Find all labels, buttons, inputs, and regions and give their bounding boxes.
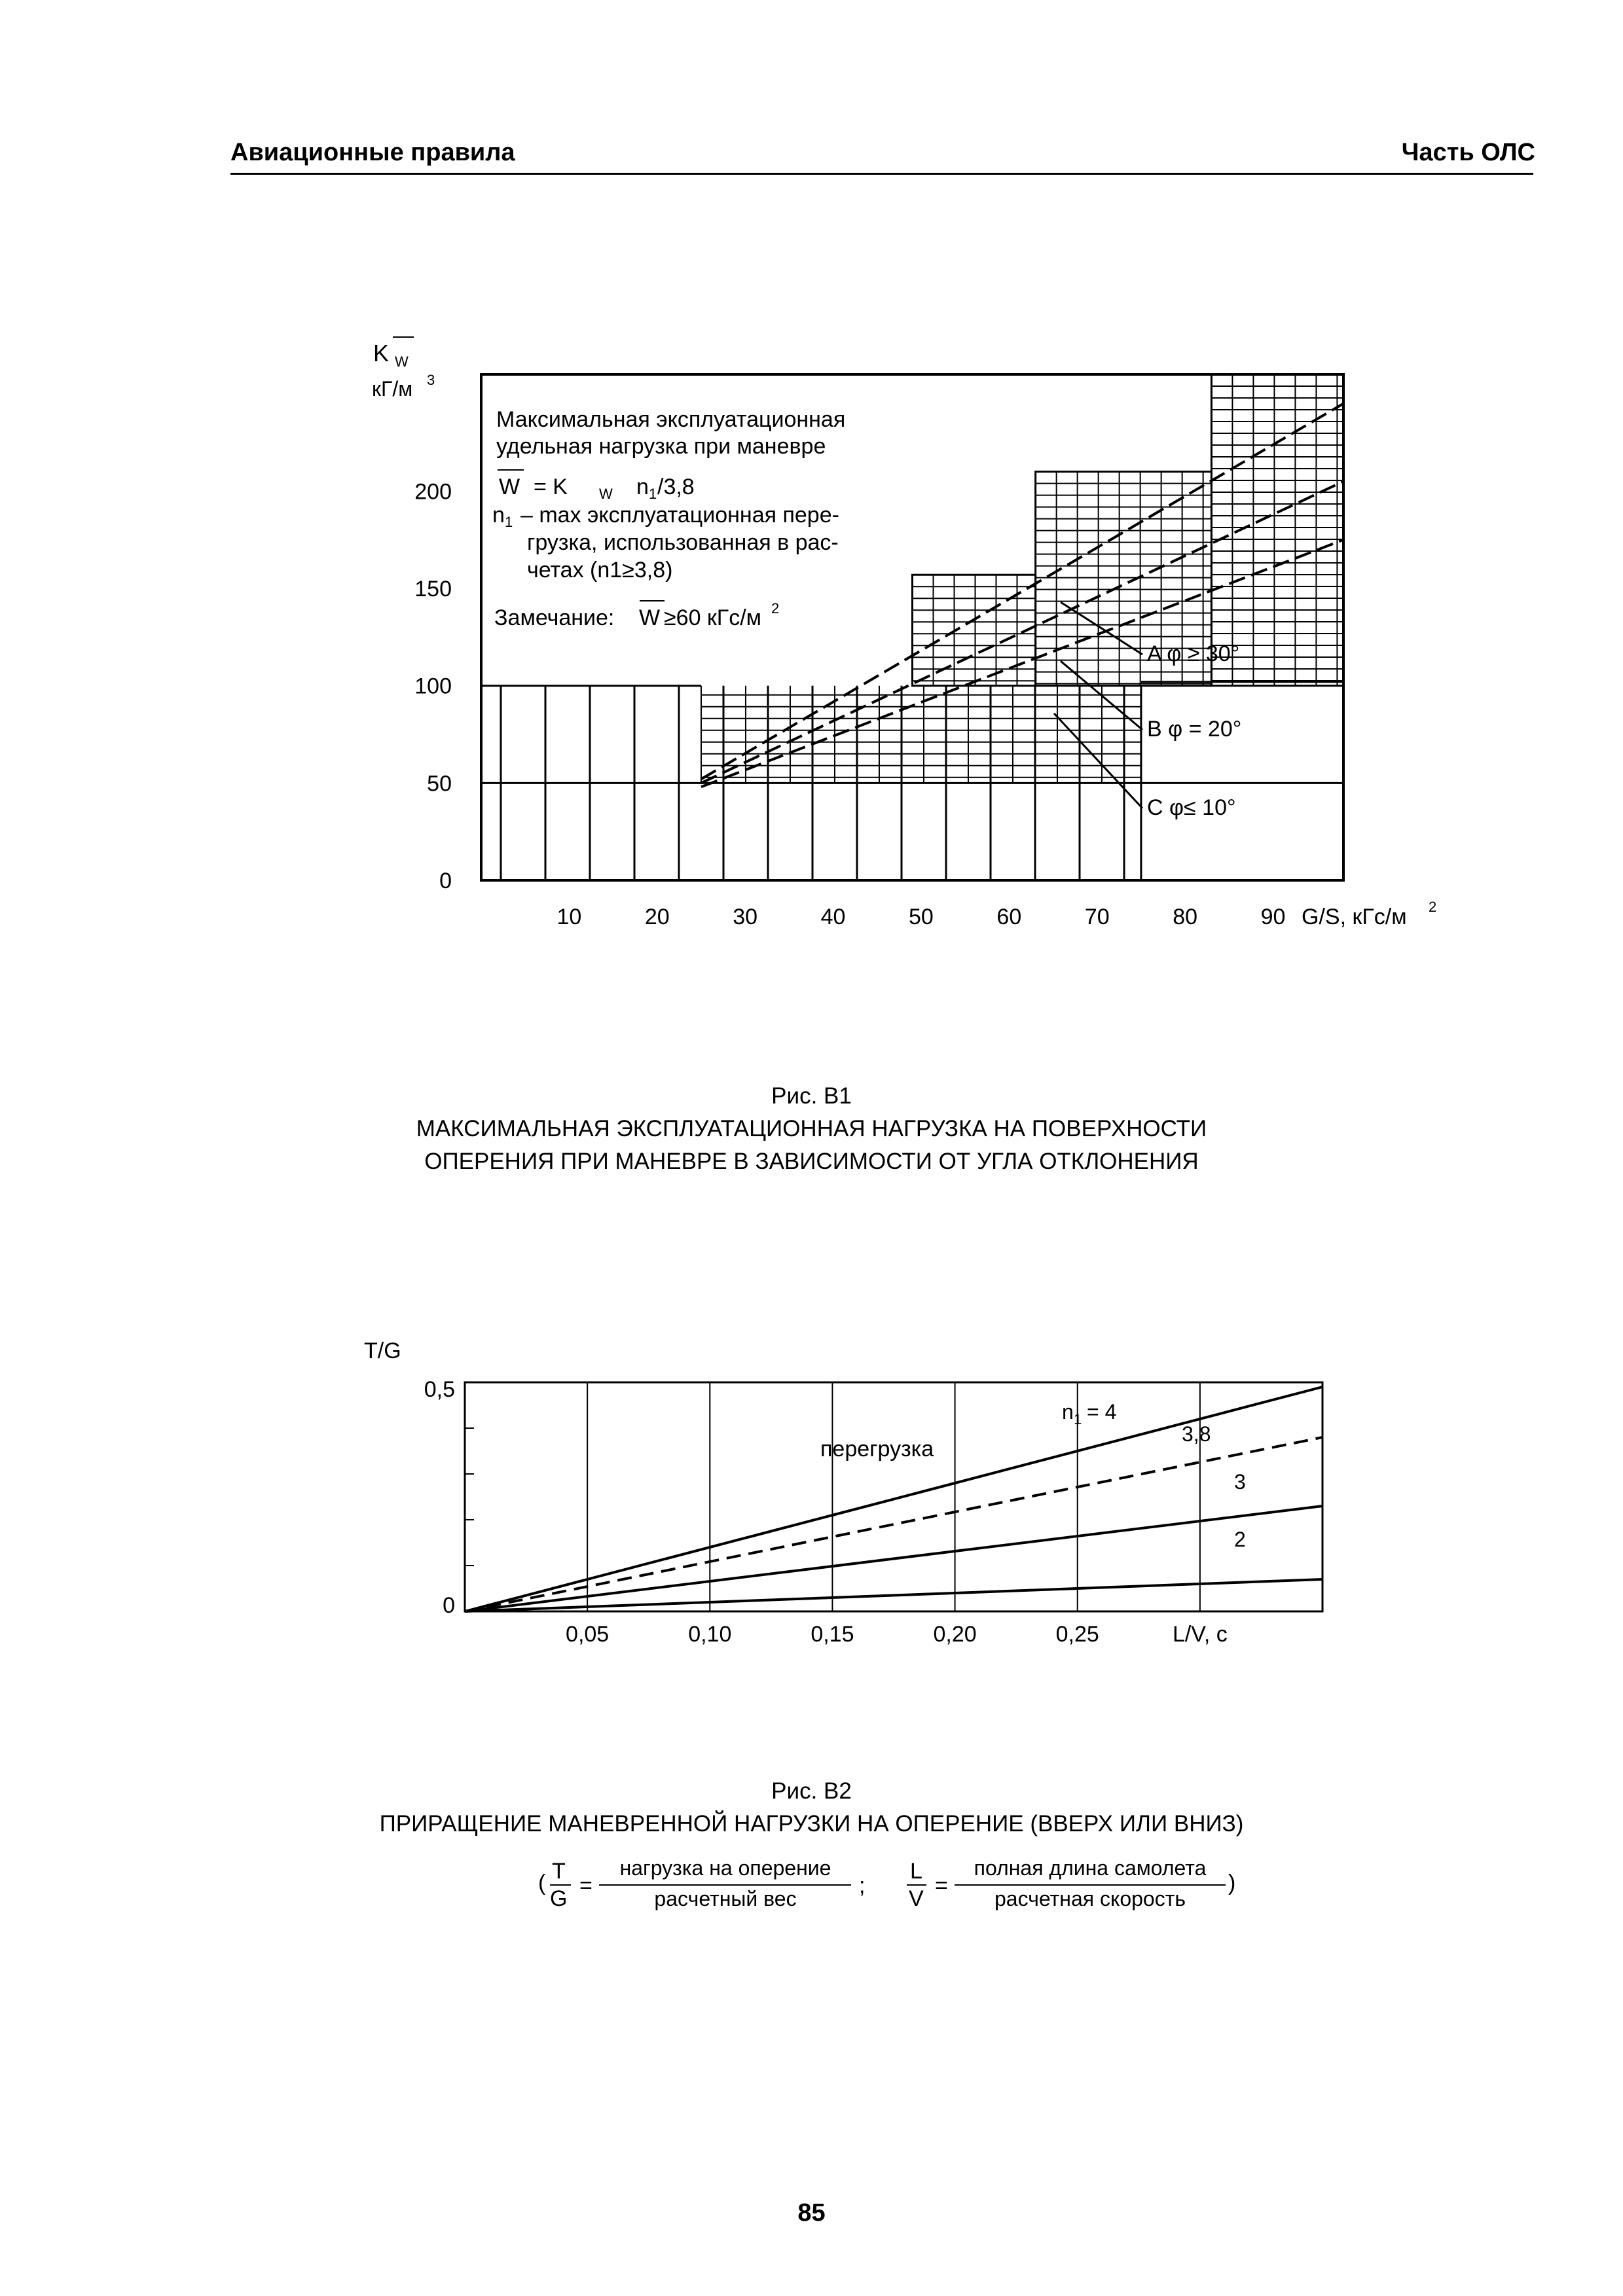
legend-note-label: Замечание: bbox=[494, 605, 615, 630]
chart2-series-label-3: 3 bbox=[1234, 1470, 1246, 1494]
chart1-yunit: кГ/м bbox=[372, 377, 413, 401]
legend-def-n: n bbox=[492, 503, 505, 528]
formula-l: L bbox=[910, 1859, 922, 1884]
chart2-ylabel: T/G bbox=[364, 1338, 401, 1363]
chart2-ytick-label: 0 bbox=[443, 1593, 455, 1618]
chart1-xtick-label: 70 bbox=[1084, 905, 1110, 929]
chart1-ytick-label: 150 bbox=[414, 577, 452, 602]
chart1-xunit-sup: 2 bbox=[1429, 899, 1437, 915]
chart1-xtick-label: 80 bbox=[1173, 905, 1198, 929]
figure1-caption-line1: МАКСИМАЛЬНАЯ ЭКСПЛУАТАЦИОННАЯ НАГРУЗКА НА ПОВЕРХНОСТИ bbox=[416, 1116, 1207, 1141]
chart1-xtick-label: 50 bbox=[909, 905, 934, 929]
curve-label-c: C φ≤ 10° bbox=[1147, 795, 1236, 820]
legend-def-n-sub: 1 bbox=[505, 514, 513, 530]
chart2-series-label-38: 3,8 bbox=[1182, 1422, 1211, 1446]
chart1-xunit: G/S, кГс/м bbox=[1302, 905, 1407, 929]
chart1-ytick-label: 0 bbox=[439, 869, 452, 893]
formula-num1: нагрузка на оперение bbox=[619, 1856, 831, 1880]
curve-label-a: A φ ≥ 30° bbox=[1147, 641, 1240, 666]
legend-title-1: Максимальная эксплуатационная bbox=[496, 407, 846, 432]
chart-2 bbox=[424, 1377, 1322, 1647]
legend-formula-eq: = K bbox=[534, 475, 568, 499]
formula-num2: полная длина самолета bbox=[974, 1856, 1207, 1880]
chart1-leader-a bbox=[1061, 602, 1142, 655]
figure2-caption-label: Рис. В2 bbox=[771, 1778, 852, 1804]
figure2-caption-line1: ПРИРАЩЕНИЕ МАНЕВРЕННОЙ НАГРУЗКИ НА ОПЕРЕНИЕ (ВВЕРХ ИЛИ ВНИЗ) bbox=[379, 1811, 1244, 1837]
chart2-series-line bbox=[465, 1387, 1322, 1611]
figure1-caption-label: Рис. В1 bbox=[771, 1083, 852, 1109]
page-number: 85 bbox=[797, 2199, 826, 2227]
curve-label-b: B φ = 20° bbox=[1147, 717, 1242, 742]
legend-def-2: грузка, использованная в рас- bbox=[527, 530, 839, 555]
formula-den2: расчетная скорость bbox=[994, 1887, 1186, 1910]
figure1-caption-line2: ОПЕРЕНИЯ ПРИ МАНЕВРЕ В ЗАВИСИМОСТИ ОТ УГЛА ОТКЛОНЕНИЯ bbox=[424, 1149, 1199, 1174]
chart1-yunit-sup: 3 bbox=[427, 372, 435, 388]
chart1-leader-c bbox=[1054, 713, 1142, 808]
chart2-xtick-label: L/V, с bbox=[1172, 1622, 1228, 1647]
chart1-xtick-label: 20 bbox=[644, 905, 670, 929]
formula-eq2: = bbox=[935, 1873, 948, 1898]
chart1-xtick-label: 90 bbox=[1260, 905, 1286, 929]
formula-t: T bbox=[552, 1859, 566, 1884]
header-right: Часть ОЛС bbox=[1401, 139, 1535, 166]
chart2-xtick-label: 0,25 bbox=[1055, 1622, 1099, 1647]
legend-formula-tail: /3,8 bbox=[657, 475, 695, 499]
chart2-series-n-eq: = 4 bbox=[1087, 1400, 1117, 1424]
legend-note-sup: 2 bbox=[771, 600, 780, 617]
chart2-series-n-label: n bbox=[1062, 1400, 1074, 1424]
formula-open: ( bbox=[538, 1871, 546, 1895]
legend-def-1: – max эксплуатационная пере- bbox=[520, 503, 839, 528]
chart1-ytick-label: 100 bbox=[414, 673, 452, 699]
legend-note-w: W bbox=[639, 605, 661, 630]
formula-den1: расчетный вес bbox=[654, 1887, 797, 1910]
legend-formula-n-sub: 1 bbox=[649, 486, 657, 502]
chart2-xtick-label: 0,05 bbox=[566, 1622, 610, 1647]
chart2-series-label-2: 2 bbox=[1234, 1528, 1246, 1551]
legend-formula-w: W bbox=[499, 475, 520, 499]
chart2-xtick-label: 0,15 bbox=[811, 1622, 854, 1647]
formula-eq1: = bbox=[579, 1873, 593, 1898]
legend-formula-sub: W bbox=[599, 486, 613, 502]
formula-g: G bbox=[550, 1886, 568, 1911]
chart2-xtick-label: 0,10 bbox=[688, 1622, 732, 1647]
legend-formula-n: n bbox=[636, 475, 649, 499]
chart1-ylabel-sub: W bbox=[395, 353, 409, 370]
legend-def-3: четах (n1≥3,8) bbox=[527, 558, 673, 583]
formula-close: ) bbox=[1228, 1871, 1236, 1895]
chart1-ytick-label: 200 bbox=[414, 479, 452, 505]
chart1-xtick-label: 30 bbox=[733, 905, 758, 929]
chart1-xtick-label: 40 bbox=[820, 905, 846, 929]
header-left: Авиационные правила bbox=[230, 139, 515, 166]
chart1-xtick-label: 60 bbox=[996, 905, 1022, 929]
chart1-ylabel: K bbox=[373, 340, 390, 367]
figure2-formula bbox=[538, 1856, 1235, 1911]
legend-note-rest: ≥60 кГс/м bbox=[664, 605, 762, 630]
formula-sep: ; bbox=[859, 1873, 866, 1898]
chart2-series-n-sub: 1 bbox=[1074, 1411, 1082, 1427]
legend-title-2: удельная нагрузка при маневре bbox=[496, 434, 826, 459]
chart2-ytick-label: 0,5 bbox=[424, 1377, 455, 1402]
chart2-annotation: перегрузка bbox=[820, 1437, 934, 1462]
chart1-ytick-label: 50 bbox=[427, 771, 452, 797]
formula-v: V bbox=[909, 1886, 924, 1911]
chart1-xtick-label: 10 bbox=[556, 905, 582, 929]
chart2-xtick-label: 0,20 bbox=[933, 1622, 977, 1647]
